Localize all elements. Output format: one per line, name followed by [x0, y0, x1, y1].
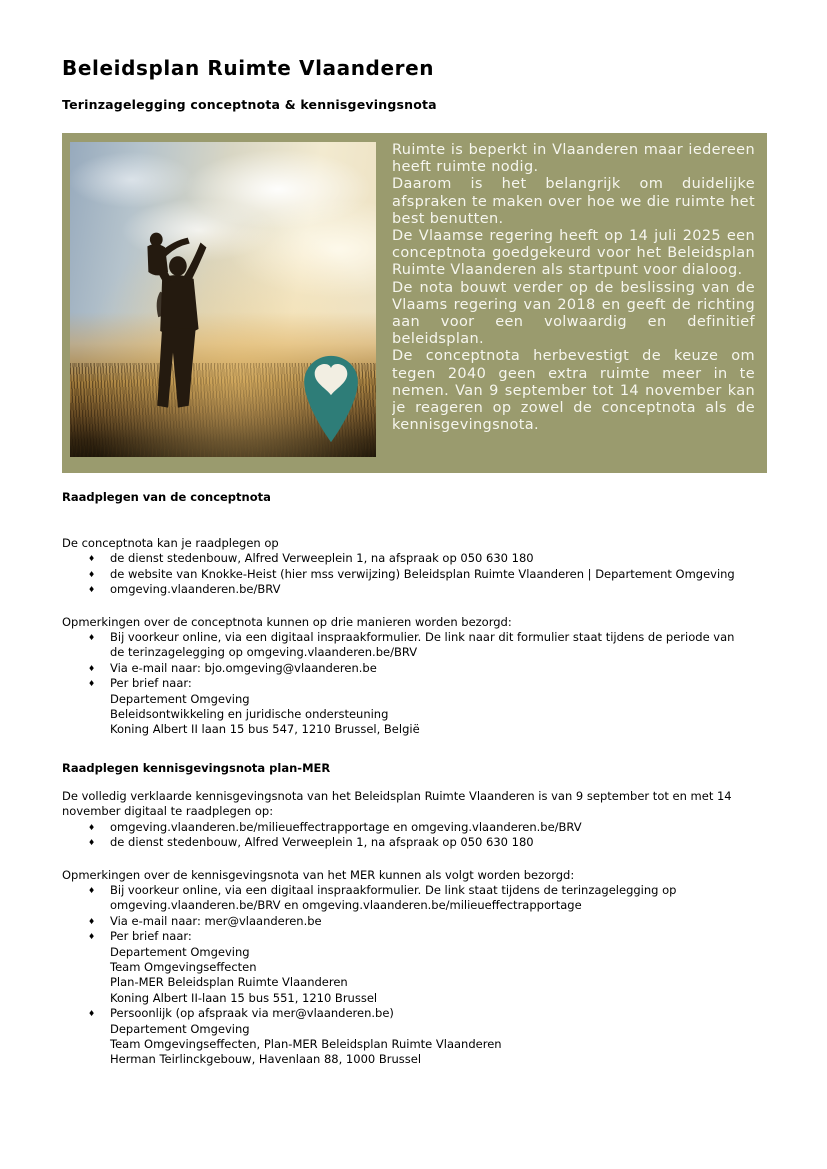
conceptnota-consult-list: [62, 551, 767, 597]
hero-paragraph: De nota bouwt verder op de beslissing van de Vlaams regering van 2018 en geeft de richting aan voor een volwaardig en definitief beleidsplan.: [392, 279, 755, 348]
bullet-line: Via e-mail naar: bjo.omgeving@vlaanderen.be: [110, 660, 377, 675]
bullet-line: Departement Omgeving: [110, 944, 250, 959]
bullet-item: [62, 567, 767, 582]
hero-banner: [62, 133, 767, 473]
bullet-line: Koning Albert II-laan 15 bus 551, 1210 Brussel: [110, 990, 378, 1005]
bullet-line: omgeving.vlaanderen.be/BRV: [110, 582, 281, 597]
plan-mer-consult-list: [62, 820, 767, 851]
bullet-icon: ♦: [88, 1009, 96, 1019]
conceptnota-remarks-list: [62, 630, 767, 738]
bullet-text: [110, 883, 750, 914]
bullet-line: Team Omgevingseffecten, Plan-MER Beleidsplan Ruimte Vlaanderen: [110, 1036, 502, 1051]
bullet-text: [110, 551, 750, 566]
hero-paragraph: Daarom is het belangrijk om duidelijke afspraken te maken over hoe we die ruimte het best benutten.: [392, 176, 755, 227]
bullet-item: [62, 820, 767, 835]
bullet-item: [62, 630, 767, 661]
bullet-icon: ♦: [88, 569, 96, 579]
bullet-line: de dienst stedenbouw, Alfred Verweeplein 1, na afspraak op 050 630 180: [110, 835, 534, 850]
bullet-item: [62, 676, 767, 738]
hero-paragraph: De Vlaamse regering heeft op 14 juli 2025 een conceptnota goedgekeurd voor het Beleidsplan Ruimte Vlaanderen als startpunt voor dialoog.: [392, 228, 755, 279]
bullet-line: Beleidsontwikkeling en juridische ondersteuning: [110, 707, 389, 722]
bullet-line: Koning Albert II laan 15 bus 547, 1210 Brussel, België: [110, 722, 420, 737]
bullet-line: Bij voorkeur online, via een digitaal inspraakformulier. De link staat tijdens de terinzagelegging op omgeving.vlaanderen.be/BRV en omgeving.vlaanderen.be/milieueffectrapportage: [110, 882, 677, 913]
bullet-icon: ♦: [88, 838, 96, 848]
page-title: Beleidsplan Ruimte Vlaanderen: [62, 56, 435, 80]
section-heading-conceptnota: Raadplegen van de conceptnota: [62, 490, 271, 504]
hero-text-block: [392, 142, 755, 464]
bullet-item: [62, 914, 767, 929]
bullet-icon: ♦: [88, 554, 96, 564]
bullet-text: [110, 567, 750, 582]
conceptnota-remarks-intro: Opmerkingen over de conceptnota kunnen op drie manieren worden bezorgd:: [62, 614, 512, 629]
plan-mer-remarks-intro: Opmerkingen over de kennisgevingsnota van het MER kunnen als volgt worden bezorgd:: [62, 867, 575, 882]
bullet-icon: ♦: [88, 585, 96, 595]
bullet-item: [62, 551, 767, 566]
bullet-line: Bij voorkeur online, via een digitaal inspraakformulier. De link naar dit formulier staat tijdens de periode van de terinzagelegging op omgeving.vlaanderen.be/BRV: [110, 630, 735, 660]
bullet-line: Herman Teirlinckgebouw, Havenlaan 88, 1000 Brussel: [110, 1052, 422, 1067]
bullet-line: Persoonlijk (op afspraak via mer@vlaanderen.be): [110, 1006, 394, 1021]
bullet-text: [110, 582, 750, 597]
bullet-item: [62, 883, 767, 914]
bullet-icon: ♦: [88, 822, 96, 832]
bullet-text: [110, 835, 750, 850]
bullet-line: de dienst stedenbouw, Alfred Verweeplein 1, na afspraak op 050 630 180: [110, 551, 534, 566]
bullet-line: Team Omgevingseffecten: [110, 959, 257, 974]
section-heading-plan-mer: Raadplegen kennisgevingsnota plan-MER: [62, 760, 331, 775]
bullet-text: [110, 1006, 750, 1068]
bullet-icon: ♦: [88, 633, 96, 643]
bullet-item: [62, 835, 767, 850]
bullet-item: [62, 929, 767, 1006]
bullet-line: Via e-mail naar: mer@vlaanderen.be: [110, 913, 322, 928]
bullet-line: omgeving.vlaanderen.be/milieueffectrapportage en omgeving.vlaanderen.be/BRV: [110, 819, 582, 834]
bullet-item: [62, 582, 767, 597]
bullet-line: Per brief naar:: [110, 676, 192, 691]
bullet-text: [110, 630, 750, 661]
bullet-line: Plan-MER Beleidsplan Ruimte Vlaanderen: [110, 975, 348, 990]
bullet-text: [110, 820, 750, 835]
heart-location-pin-icon: [300, 352, 362, 444]
bullet-item: [62, 661, 767, 676]
plan-mer-remarks-list: [62, 883, 767, 1068]
conceptnota-intro: De conceptnota kan je raadplegen op: [62, 536, 279, 550]
bullet-icon: ♦: [88, 932, 96, 942]
person-child-silhouette: [113, 192, 231, 450]
bullet-icon: ♦: [88, 679, 96, 689]
hero-paragraph: Ruimte is beperkt in Vlaanderen maar iedereen heeft ruimte nodig.: [392, 142, 755, 176]
bullet-icon: ♦: [88, 663, 96, 673]
hero-paragraph: De conceptnota herbevestigt de keuze om tegen 2040 geen extra ruimte meer in te nemen. Van 9 september tot 14 november kan je reageren op zowel de conceptnota als de kennisgevingsnota.: [392, 348, 755, 434]
bullet-icon: ♦: [88, 916, 96, 926]
bullet-text: [110, 661, 750, 676]
bullet-text: [110, 676, 750, 738]
bullet-line: Per brief naar:: [110, 929, 192, 944]
hero-photo: [70, 142, 376, 457]
bullet-item: [62, 1006, 767, 1068]
bullet-line: Departement Omgeving: [110, 1021, 250, 1036]
bullet-text: [110, 929, 750, 1006]
page-subtitle: Terinzagelegging conceptnota & kennisgevingsnota: [62, 97, 437, 112]
bullet-text: [110, 914, 750, 929]
plan-mer-intro: De volledig verklaarde kennisgevingsnota van het Beleidsplan Ruimte Vlaanderen is van 9 september tot en met 14 november digitaal te raadplegen op:: [62, 788, 732, 819]
bullet-line: Departement Omgeving: [110, 691, 250, 706]
bullet-line: de website van Knokke-Heist (hier mss verwijzing) Beleidsplan Ruimte Vlaanderen | Departement Omgeving: [110, 566, 735, 581]
bullet-icon: ♦: [88, 885, 96, 895]
